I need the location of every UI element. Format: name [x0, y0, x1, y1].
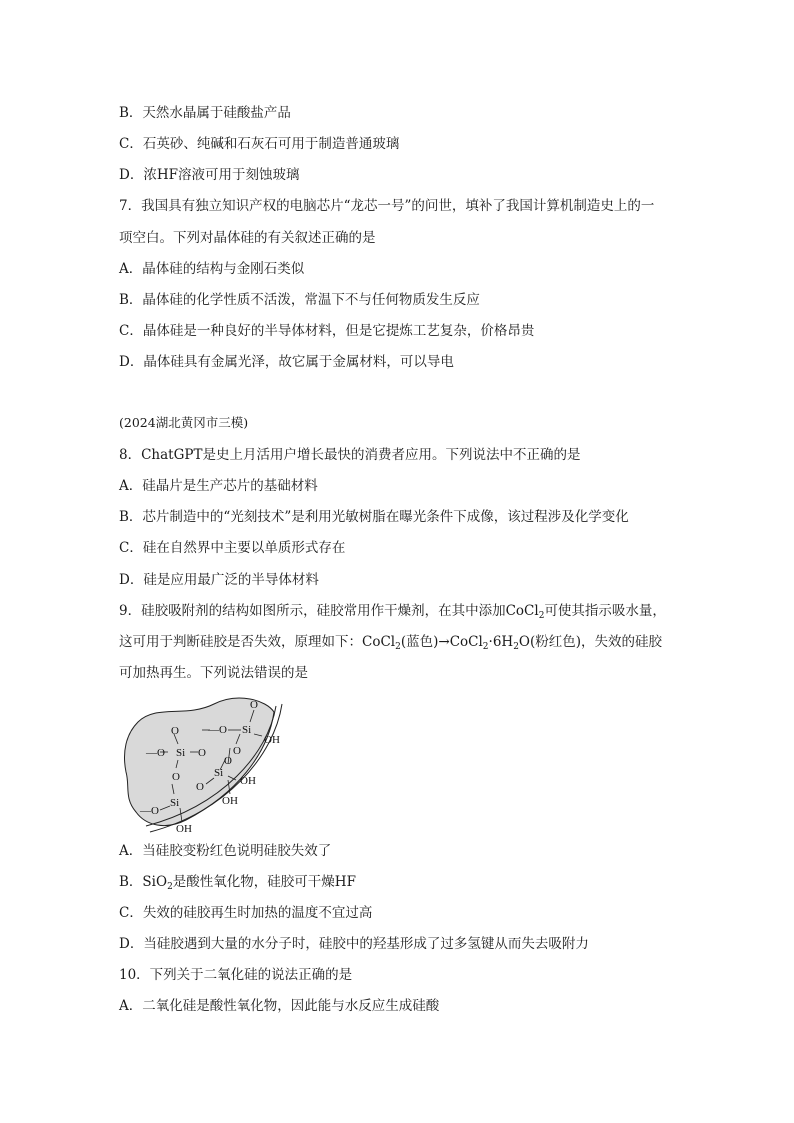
option-9d: D．当硅胶遇到大量的水分子时，硅胶中的羟基形成了过多氢键从而失去吸附力	[119, 936, 589, 952]
atom-o: O	[233, 745, 241, 757]
atom-si: Si	[242, 724, 252, 736]
silica-gel-structure-figure	[116, 694, 296, 836]
option-7a: A．晶体硅的结构与金刚石类似	[119, 261, 305, 277]
atom-si: Si	[214, 767, 224, 779]
question-9-stem-end: 可加热再生。下列说法错误的是	[119, 665, 308, 681]
atom-o: O	[224, 755, 232, 767]
left-o-bond: —O	[146, 747, 165, 759]
atom-oh: OH	[264, 734, 280, 746]
option-8b: B．芯片制造中的“光刻技术”是利用光敏树脂在曝光条件下成像，该过程涉及化学变化	[119, 509, 629, 525]
left-o-bond: —O	[140, 805, 159, 817]
question-8-stem: 8．ChatGPT是史上月活用户增长最快的消费者应用。下列说法中不正确的是	[119, 447, 581, 463]
option-6d: D．浓HF溶液可用于刻蚀玻璃	[119, 167, 300, 183]
atom-oh: OH	[240, 775, 256, 787]
question-7-stem: 7．我国具有独立知识产权的电脑芯片“龙芯一号”的问世，填补了我国计算机制造史上的一	[119, 198, 655, 214]
option-7b: B．晶体硅的化学性质不活泼，常温下不与任何物质发生反应	[119, 292, 480, 308]
option-10a: A．二氧化硅是酸性氧化物，因此能与水反应生成硅酸	[119, 998, 440, 1014]
option-7d: D．晶体硅具有金属光泽，故它属于金属材料，可以导电	[119, 354, 454, 370]
option-8d: D．硅是应用最广泛的半导体材料	[119, 572, 319, 588]
question-10-stem: 10．下列关于二氧化硅的说法正确的是	[119, 967, 353, 983]
left-o-bond: —O	[208, 724, 227, 736]
atom-si: Si	[176, 747, 186, 759]
atom-oh: OH	[222, 795, 238, 807]
atom-o: O	[172, 771, 180, 783]
option-8a: A．硅晶片是生产芯片的基础材料	[119, 478, 318, 494]
source-tag: (2024湖北黄冈市三模)	[119, 415, 249, 430]
atom-o: O	[196, 781, 204, 793]
atom-oh: OH	[176, 823, 192, 835]
option-9c: C．失效的硅胶再生时加热的温度不宜过高	[119, 905, 373, 921]
atom-o: O	[250, 699, 258, 711]
option-6b: B．天然水晶属于硅酸盐产品	[119, 105, 291, 121]
question-7-stem-cont: 项空白。下列对晶体硅的有关叙述正确的是	[119, 230, 376, 246]
option-8c: C．硅在自然界中主要以单质形式存在	[119, 540, 346, 556]
question-9-stem-cont: 这可用于判断硅胶是否失效，原理如下：CoCl$_2$(蓝色)$\to CoCl_2\cdot 6H_2O$(粉红色)，失效的硅胶	[119, 634, 663, 652]
atom-o: O	[198, 747, 206, 759]
option-9a: A．当硅胶变粉红色说明硅胶失效了	[119, 843, 332, 859]
atom-o: O	[171, 725, 179, 737]
option-7c: C．晶体硅是一种良好的半导体材料，但是它提炼工艺复杂，价格昂贵	[119, 323, 535, 339]
atom-si: Si	[170, 797, 180, 809]
question-9-stem: 9．硅胶吸附剂的结构如图所示，硅胶常用作干燥剂，在其中添加CoCl$_2$可使其指示吸水量，	[119, 603, 666, 621]
option-9b: B．SiO$_2$是酸性氧化物，硅胶可干燥HF	[119, 874, 356, 892]
option-6c: C．石英砂、纯碱和石灰石可用于制造普通玻璃	[119, 136, 400, 152]
